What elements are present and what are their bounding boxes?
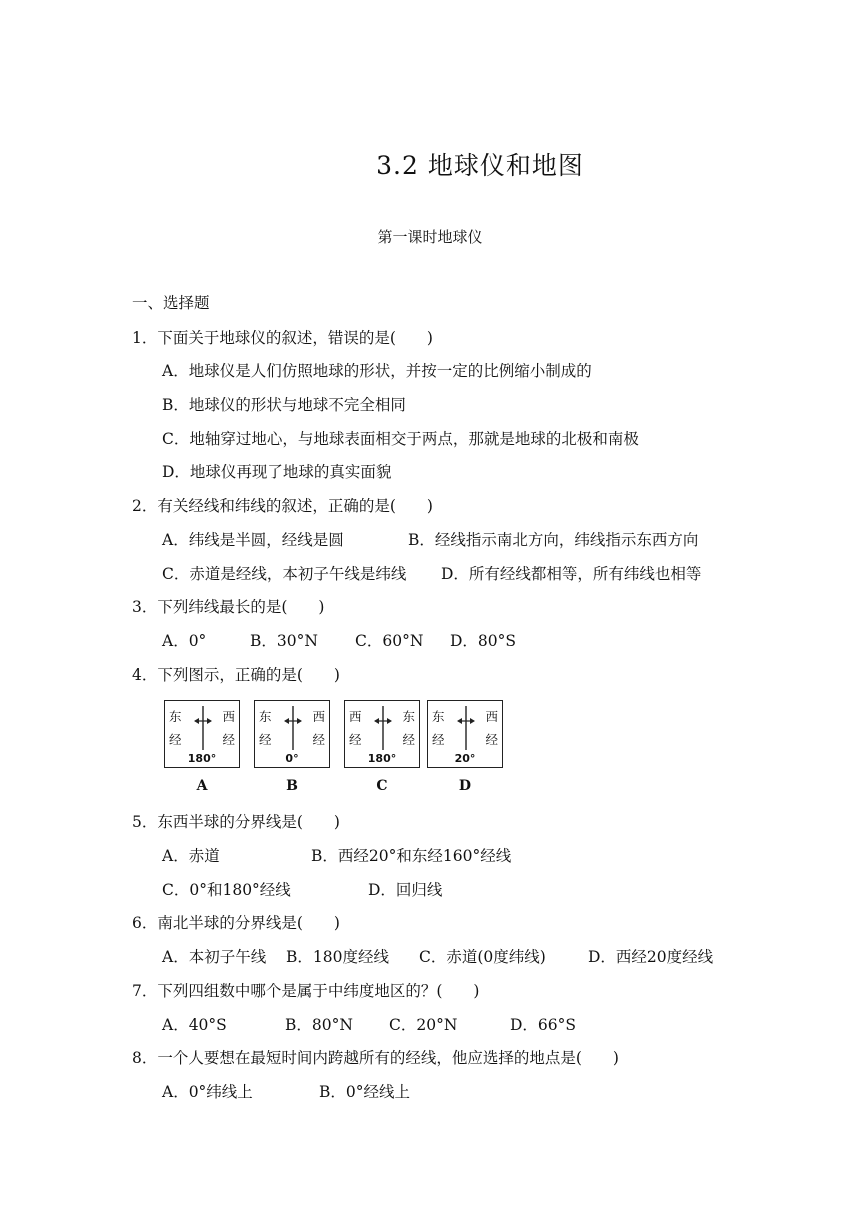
diagram-a-right-char: 西: [222, 709, 235, 724]
diagram-c-left-char2: 经: [349, 732, 362, 747]
question-1-stem: 1．下面关于地球仪的叙述，错误的是( ): [132, 329, 433, 347]
question-2-stem: 2．有关经线和纬线的叙述，正确的是( ): [132, 497, 433, 515]
diagram-c-left-char: 西: [349, 709, 362, 724]
question-6-option-d: D．西经20度经线: [588, 948, 714, 966]
question-1-option-c: C．地轴穿过地心，与地球表面相交于两点，那就是地球的北极和南极: [162, 430, 639, 448]
diagram-d-left-char2: 经: [432, 732, 445, 747]
question-5-option-c: C．0°和180°经线: [162, 881, 291, 899]
question-2-option-a: A．纬线是半圆，经线是圆: [162, 531, 344, 549]
diagram-a-right-char2: 经: [222, 732, 235, 747]
diagram-c-box[interactable]: [344, 700, 420, 768]
diagram-c-right-char: 东: [402, 709, 415, 724]
diagram-b-right-char: 西: [312, 709, 325, 724]
question-3-option-b: B．30°N: [250, 632, 318, 650]
diagram-d-right-char: 西: [485, 709, 498, 724]
question-6-option-b: B．180度经线: [286, 948, 389, 966]
question-6-stem: 6．南北半球的分界线是( ): [132, 914, 340, 932]
diagram-b-label: B: [286, 778, 298, 794]
question-6-option-c: C．赤道(0度纬线): [419, 948, 546, 966]
question-6-option-a: A．本初子午线: [162, 948, 267, 966]
diagram-b-left-char: 东: [259, 709, 272, 724]
diagram-d-label: D: [458, 778, 472, 794]
diagram-b-box[interactable]: [254, 700, 330, 768]
question-2-option-c: C．赤道是经线，本初子午线是纬线: [162, 565, 407, 583]
diagram-c-label: C: [376, 778, 388, 794]
diagram-d-degree: 20°: [454, 752, 476, 765]
question-3-option-d: D．80°S: [450, 632, 517, 650]
diagram-a-degree: 180°: [187, 752, 217, 765]
diagram-a-box[interactable]: [164, 700, 240, 768]
diagram-c-right-char2: 经: [402, 732, 415, 747]
diagram-c-degree: 180°: [367, 752, 397, 765]
diagram-b-degree: 0°: [285, 752, 299, 765]
question-7-stem: 7．下列四组数中哪个是属于中纬度地区的？( ): [132, 982, 480, 1000]
question-7-option-b: B．80°N: [285, 1016, 353, 1034]
diagram-a-left-char: 东: [169, 709, 182, 724]
question-8-stem: 8．一个人要想在最短时间内跨越所有的经线，他应选择的地点是( ): [132, 1049, 619, 1067]
diagram-d-right-char2: 经: [485, 732, 498, 747]
question-2-option-b: B．经线指示南北方向，纬线指示东西方向: [408, 531, 699, 549]
lesson-subtitle: 第一课时地球仪: [377, 228, 483, 246]
diagram-b-left-char2: 经: [259, 732, 272, 747]
question-7-option-c: C．20°N: [389, 1016, 458, 1034]
diagram-d-left-char: 东: [432, 709, 445, 724]
question-1-option-d: D．地球仪再现了地球的真实面貌: [162, 463, 392, 481]
question-3-option-a: A．0°: [162, 632, 207, 650]
diagram-b-right-char2: 经: [312, 732, 325, 747]
question-1-option-a: A．地球仪是人们仿照地球的形状，并按一定的比例缩小制成的: [162, 362, 592, 380]
question-2-option-d: D．所有经线都相等，所有纬线也相等: [441, 565, 702, 583]
diagram-d-box[interactable]: [427, 700, 503, 768]
question-8-option-a: A．0°纬线上: [162, 1083, 253, 1101]
question-3-stem: 3．下列纬线最长的是( ): [132, 598, 325, 616]
question-5-option-d: D．回归线: [368, 881, 443, 899]
question-5-option-a: A．赤道: [162, 847, 220, 865]
question-1-option-b: B．地球仪的形状与地球不完全相同: [162, 396, 406, 414]
section-heading: 一、选择题: [132, 294, 210, 312]
diagram-a-label: A: [196, 778, 208, 794]
question-7-option-d: D．66°S: [510, 1016, 577, 1034]
question-5-stem: 5．东西半球的分界线是( ): [132, 813, 340, 831]
question-3-option-c: C．60°N: [355, 632, 424, 650]
page-title: 3.2 地球仪和地图: [376, 151, 584, 180]
diagram-a-left-char2: 经: [169, 732, 182, 747]
question-4-stem: 4．下列图示，正确的是( ): [132, 666, 340, 684]
question-7-option-a: A．40°S: [162, 1016, 227, 1034]
question-5-option-b: B．西经20°和东经160°经线: [311, 847, 512, 865]
question-8-option-b: B．0°经线上: [319, 1083, 411, 1101]
